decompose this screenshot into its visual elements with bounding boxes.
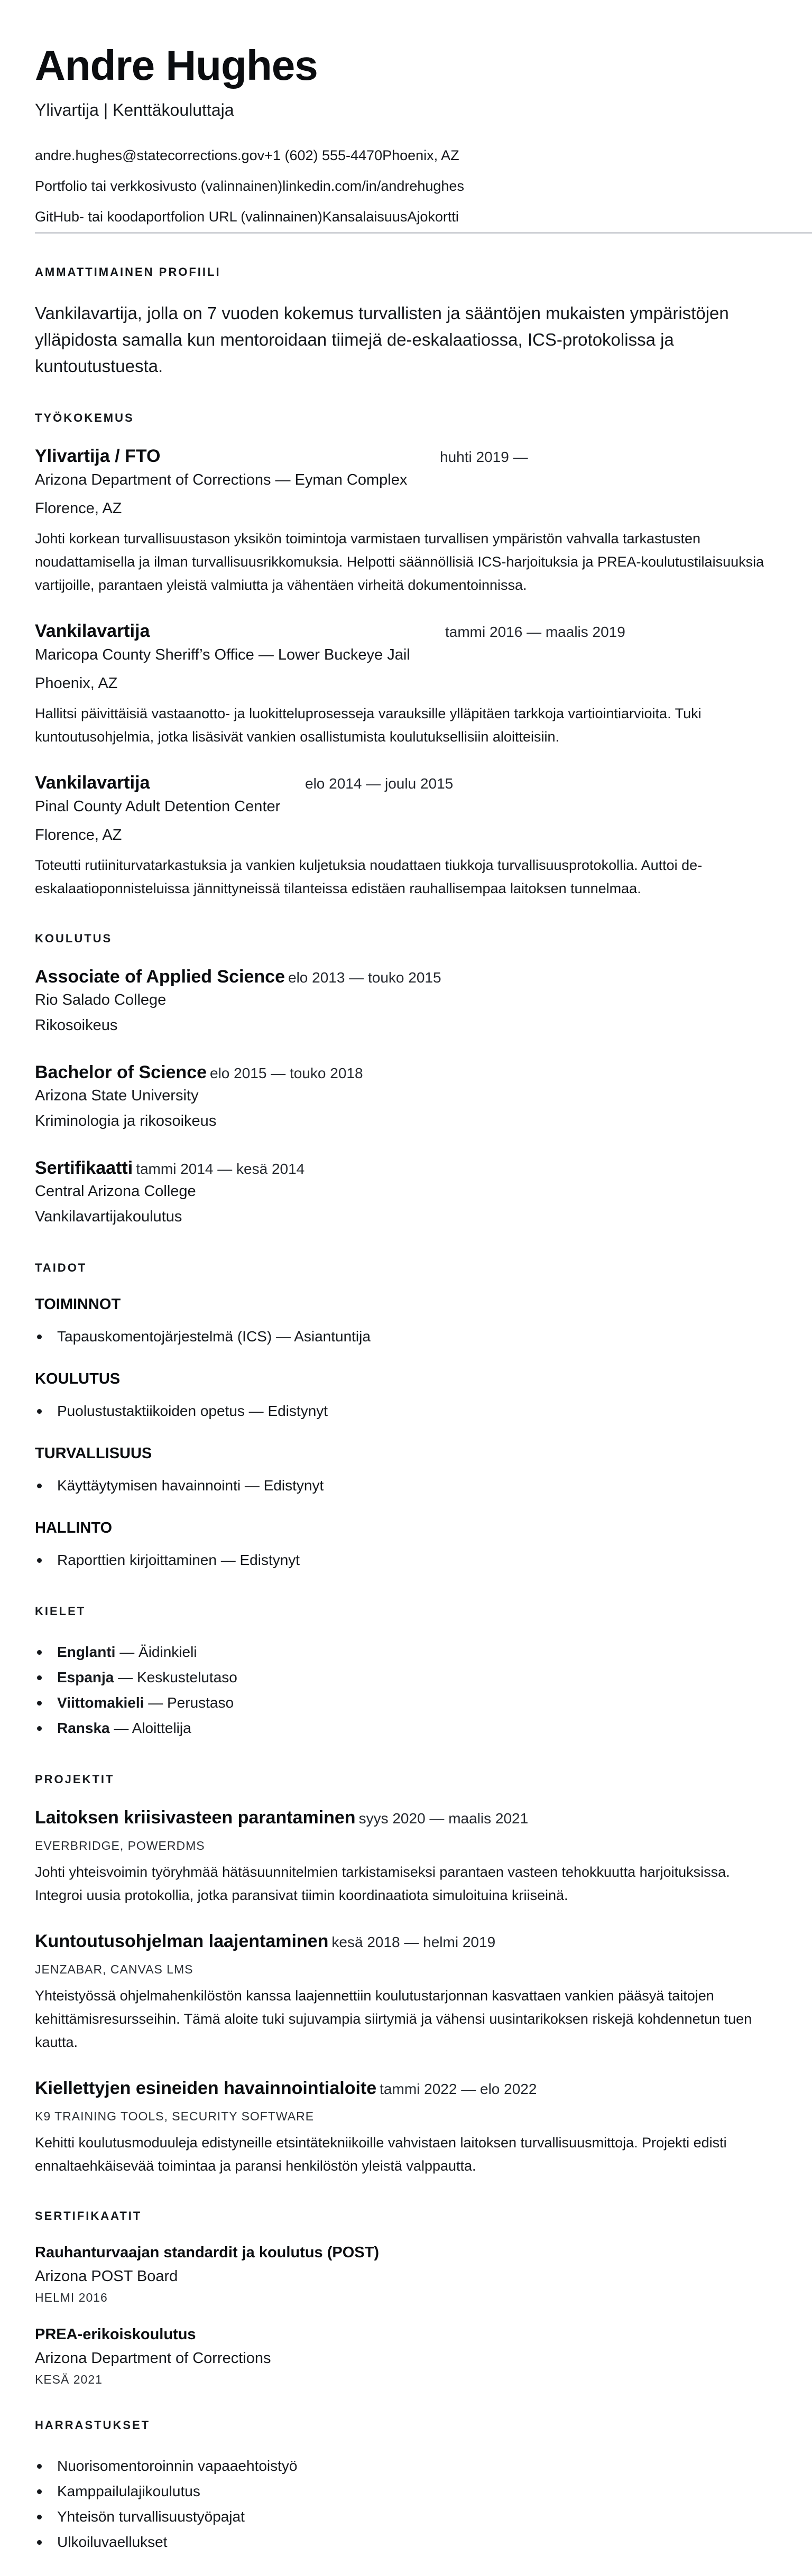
- degree-title: Associate of Applied Science: [35, 967, 285, 987]
- contact-line-links[interactable]: Portfolio tai verkkosivusto (valinnainen)linkedin.com/in/andrehughes: [35, 178, 464, 194]
- degree-title: Bachelor of Science: [35, 1062, 207, 1082]
- skill-group: [35, 1296, 780, 1349]
- school-name: Rio Salado College: [35, 992, 167, 1008]
- project-description: Yhteistyössä ohjelmahenkilöstön kanssa laajennettiin koulutustarjonnan kasvattaen vankien pääsyä taitojen kehittämisresursseihin. Tämä aloite tuki sujuvampia siirtymiä ja vähensi uusintarikoksen riskejä kohdennetun tuen kautta.: [35, 1988, 752, 2050]
- school-name: Arizona State University: [35, 1087, 199, 1104]
- interest-item: Nuorisomentoroinnin vapaaehtoistyö: [35, 2453, 780, 2479]
- degree-title: Sertifikaatti: [35, 1158, 133, 1178]
- project-description: Kehitti koulutusmoduuleja edistyneille etsintätekniikoille vahvistaen laitoksen turvallisuusmittoja. Projekti edisti ennaltaehkäisevää toimintaa ja paransi henkilöstön yleistä valppautta.: [35, 2135, 727, 2174]
- skill-category: HALLINTO: [35, 1519, 113, 1536]
- interest-item: Yhteisön turvallisuustyöpajat: [35, 2504, 780, 2529]
- certification-name: Rauhanturvaajan standardit ja koulutus (POST): [35, 2244, 379, 2261]
- experience-entry: [35, 773, 780, 900]
- project-dates: kesä 2018 — helmi 2019: [331, 1934, 496, 1950]
- certification-name: PREA-erikoiskoulutus: [35, 2326, 196, 2343]
- job-dates: elo 2014 — joulu 2015: [305, 775, 454, 792]
- language-item: [35, 1716, 780, 1741]
- education-entry: [35, 1158, 780, 1229]
- experience-entry: [35, 446, 780, 597]
- skill-item: Puolustustaktiikoiden opetus — Edistynyt: [35, 1398, 780, 1424]
- section-title-profile: AMMATTIMAINEN PROFIILI: [35, 265, 221, 279]
- education-entry: [35, 1062, 780, 1134]
- project-tools: K9 TRAINING TOOLS, SECURITY SOFTWARE: [35, 2109, 315, 2123]
- skill-category: TOIMINNOT: [35, 1296, 121, 1313]
- job-title: Vankilavartija: [35, 773, 150, 793]
- language-level: — Äidinkieli: [115, 1644, 197, 1660]
- language-name: Viittomakieli: [57, 1694, 144, 1711]
- job-employer: Pinal County Adult Detention Center: [35, 798, 281, 815]
- projects-section: [35, 1773, 812, 2177]
- project-entry: [35, 1931, 780, 2054]
- candidate-name: Andre Hughes: [35, 42, 318, 89]
- skill-category: TURVALLISUUS: [35, 1445, 152, 1462]
- education-section: [35, 932, 812, 1229]
- contact-line-extra[interactable]: GitHub- tai koodaportfolion URL (valinnainen)KansalaisuusAjokortti: [35, 209, 459, 225]
- degree-dates: elo 2015 — touko 2018: [210, 1065, 363, 1081]
- job-dates: tammi 2016 — maalis 2019: [445, 624, 625, 640]
- certification-entry: [35, 2326, 780, 2387]
- experience-section: [35, 411, 812, 900]
- skill-item: Tapauskomentojärjestelmä (ICS) — Asiantuntija: [35, 1324, 780, 1349]
- job-description: Johti korkean turvallisuustason yksikön toimintoja varmistaen turvallisen ympäristön vahvalla tarkastusten noudattamisella ja ilman turvallisuusrikkomuksia. Helpotti säännöllisiä ICS-harjoituksia ja PREA-koulutustilaisuuksia vartijoille, parantaen yleistä valmiutta ja vähentäen virheitä dokumentoinnissa.: [35, 531, 764, 593]
- project-entry: [35, 1808, 780, 1907]
- section-title-languages: KIELET: [35, 1605, 86, 1618]
- experience-entry: [35, 621, 780, 748]
- candidate-headline: Ylivartija | Kenttäkouluttaja: [35, 100, 234, 119]
- project-entry: [35, 2078, 780, 2177]
- language-item: [35, 1639, 780, 1665]
- degree-dates: elo 2013 — touko 2015: [288, 969, 441, 986]
- language-level: — Perustaso: [144, 1694, 234, 1711]
- section-title-education: KOULUTUS: [35, 932, 113, 945]
- education-entry: [35, 967, 780, 1038]
- section-title-certifications: SERTIFIKAATIT: [35, 2209, 142, 2222]
- certification-issuer: Arizona Department of Corrections: [35, 2350, 271, 2367]
- project-name: Kuntoutusohjelman laajentaminen: [35, 1931, 329, 1951]
- job-employer: Arizona Department of Corrections — Eyman Complex: [35, 471, 408, 488]
- skill-item: Käyttäytymisen havainnointi — Edistynyt: [35, 1473, 780, 1498]
- skills-section: [35, 1261, 812, 1573]
- section-title-skills: TAIDOT: [35, 1261, 87, 1274]
- project-name: Laitoksen kriisivasteen parantaminen: [35, 1808, 356, 1828]
- certification-entry: [35, 2244, 780, 2305]
- language-name: Ranska: [57, 1720, 110, 1736]
- project-description: Johti yhteisvoimin työryhmää hätäsuunnitelmien tarkistamiseksi parantaen vasteen tehokkuutta harjoituksissa. Integroi uusia protokollia, jotka paransivat tiimin koordinaatiota simuloituina kriiseinä.: [35, 1864, 730, 1903]
- field-of-study: Vankilavartijakoulutus: [35, 1208, 182, 1225]
- language-name: Englanti: [57, 1644, 116, 1660]
- job-description: Hallitsi päivittäisiä vastaanotto- ja luokitteluprosesseja varauksille ylläpitäen tarkkoja vartiointiarvioita. Tuki kuntoutusohjelmia, jotka lisäsivät vankien osallistumista koulutuksellisiin aloitteisiin.: [35, 706, 702, 745]
- languages-section: [35, 1605, 812, 1741]
- skill-item: Raporttien kirjoittaminen — Edistynyt: [35, 1548, 780, 1573]
- interest-item: Ulkoiluvaellukset: [35, 2529, 780, 2555]
- header-divider: [35, 232, 812, 234]
- certification-date: HELMI 2016: [35, 2291, 108, 2304]
- contact-line-primary[interactable]: andre.hughes@statecorrections.gov+1 (602) 555-4470Phoenix, AZ: [35, 147, 459, 163]
- interest-item: Kamppailulajikoulutus: [35, 2479, 780, 2504]
- project-tools: EVERBRIDGE, POWERDMS: [35, 1839, 205, 1852]
- job-dates: huhti 2019 —: [440, 449, 528, 465]
- job-title: Vankilavartija: [35, 621, 150, 641]
- certification-issuer: Arizona POST Board: [35, 2268, 178, 2285]
- job-location: Florence, AZ: [35, 827, 122, 844]
- skill-group: [35, 1445, 780, 1498]
- field-of-study: Kriminologia ja rikosoikeus: [35, 1113, 217, 1129]
- project-tools: JENZABAR, CANVAS LMS: [35, 1962, 193, 1976]
- interests-section: [35, 2419, 812, 2555]
- certification-date: KESÄ 2021: [35, 2373, 103, 2386]
- section-title-experience: TYÖKOKEMUS: [35, 411, 134, 424]
- project-dates: tammi 2022 — elo 2022: [380, 2081, 537, 2097]
- section-title-projects: PROJEKTIT: [35, 1773, 115, 1786]
- certifications-section: [35, 2209, 812, 2387]
- language-level: — Aloittelija: [109, 1720, 191, 1736]
- job-employer: Maricopa County Sheriff’s Office — Lower Buckeye Jail: [35, 646, 410, 663]
- job-location: Phoenix, AZ: [35, 675, 118, 692]
- profile-section: [35, 265, 812, 379]
- project-name: Kiellettyjen esineiden havainnointialoite: [35, 2078, 377, 2098]
- skill-group: [35, 1519, 780, 1573]
- language-item: [35, 1690, 780, 1716]
- resume-header: [35, 42, 812, 232]
- section-title-interests: HARRASTUKSET: [35, 2419, 151, 2432]
- school-name: Central Arizona College: [35, 1183, 196, 1200]
- language-name: Espanja: [57, 1669, 114, 1685]
- language-item: [35, 1665, 780, 1690]
- skill-group: [35, 1370, 780, 1424]
- degree-dates: tammi 2014 — kesä 2014: [136, 1161, 305, 1177]
- contact-block: [35, 140, 812, 232]
- project-dates: syys 2020 — maalis 2021: [358, 1810, 529, 1827]
- job-title: Ylivartija / FTO: [35, 446, 161, 466]
- job-description: Toteutti rutiiniturvatarkastuksia ja vankien kuljetuksia noudattaen tiukkoja turvallisuusprotokollia. Auttoi de-eskalaatioponnisteluissa jännittyneissä tilanteissa edistäen rauhallisempaa laitoksen tunnelmaa.: [35, 857, 703, 896]
- skill-category: KOULUTUS: [35, 1370, 121, 1387]
- job-location: Florence, AZ: [35, 500, 122, 517]
- profile-summary: Vankilavartija, jolla on 7 vuoden kokemus turvallisten ja sääntöjen mukaisten ympäristöjen ylläpidosta samalla kun mentoroidaan tiimejä de-eskalaatiossa, ICS-protokolissa ja kuntoutustuesta.: [35, 303, 729, 376]
- field-of-study: Rikosoikeus: [35, 1017, 118, 1034]
- language-level: — Keskustelutaso: [114, 1669, 237, 1685]
